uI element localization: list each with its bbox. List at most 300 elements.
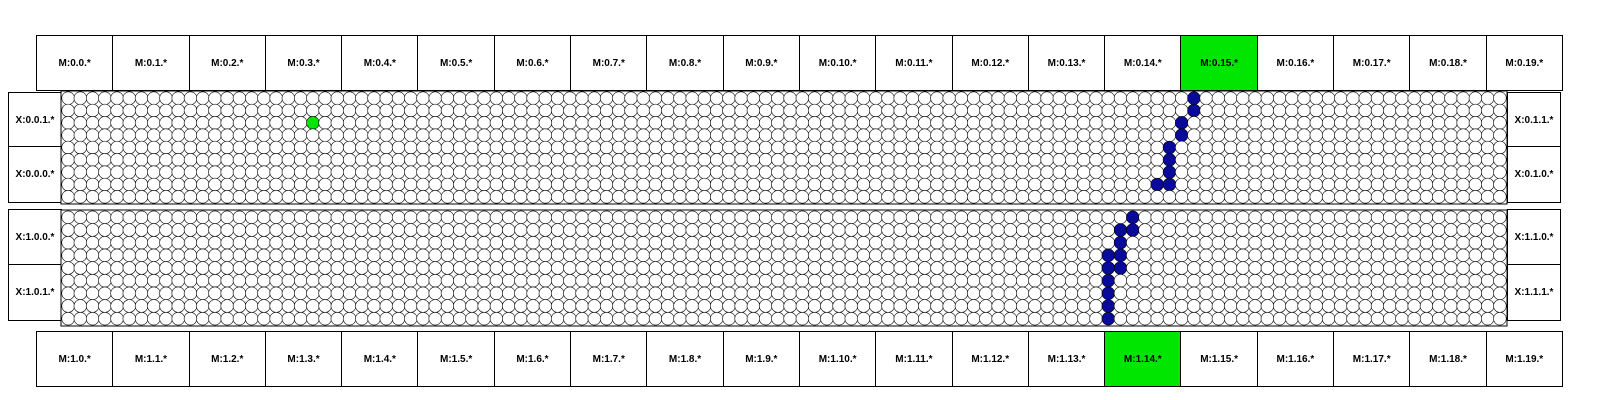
grid-node[interactable]	[1163, 274, 1176, 287]
grid-node[interactable]	[62, 262, 75, 275]
grid-node[interactable]	[723, 116, 736, 129]
grid-node[interactable]	[343, 116, 356, 129]
grid-node[interactable]	[490, 178, 503, 191]
grid-node[interactable]	[1151, 92, 1164, 105]
grid-node[interactable]	[98, 236, 111, 249]
path-node[interactable]	[1188, 104, 1201, 117]
grid-node[interactable]	[906, 287, 919, 300]
grid-node[interactable]	[1163, 287, 1176, 300]
grid-node[interactable]	[1273, 153, 1286, 166]
grid-node[interactable]	[943, 236, 956, 249]
grid-node[interactable]	[1383, 166, 1396, 179]
grid-node[interactable]	[1114, 166, 1127, 179]
grid-node[interactable]	[686, 262, 699, 275]
grid-node[interactable]	[992, 236, 1005, 249]
grid-node[interactable]	[527, 211, 540, 224]
grid-node[interactable]	[1200, 116, 1213, 129]
grid-node[interactable]	[1322, 236, 1335, 249]
grid-node[interactable]	[1151, 211, 1164, 224]
grid-node[interactable]	[453, 129, 466, 142]
grid-node[interactable]	[1469, 178, 1482, 191]
grid-node[interactable]	[1065, 224, 1078, 237]
grid-node[interactable]	[698, 141, 711, 154]
grid-node[interactable]	[319, 141, 332, 154]
grid-node[interactable]	[894, 274, 907, 287]
grid-node[interactable]	[515, 312, 528, 325]
grid-node[interactable]	[1212, 224, 1225, 237]
grid-node[interactable]	[1371, 129, 1384, 142]
path-node[interactable]	[1102, 262, 1115, 275]
grid-node[interactable]	[894, 116, 907, 129]
grid-node[interactable]	[1175, 287, 1188, 300]
grid-node[interactable]	[906, 141, 919, 154]
grid-node[interactable]	[710, 211, 723, 224]
grid-node[interactable]	[820, 224, 833, 237]
grid-node[interactable]	[894, 262, 907, 275]
grid-node[interactable]	[1016, 141, 1029, 154]
grid-node[interactable]	[172, 153, 185, 166]
grid-node[interactable]	[576, 190, 589, 203]
grid-node[interactable]	[270, 274, 283, 287]
grid-node[interactable]	[625, 166, 638, 179]
grid-node[interactable]	[1285, 211, 1298, 224]
grid-node[interactable]	[184, 300, 197, 313]
grid-node[interactable]	[759, 211, 772, 224]
grid-node[interactable]	[1090, 153, 1103, 166]
grid-node[interactable]	[1212, 287, 1225, 300]
grid-node[interactable]	[160, 116, 173, 129]
grid-node[interactable]	[184, 153, 197, 166]
grid-node[interactable]	[1114, 104, 1127, 117]
grid-node[interactable]	[1285, 141, 1298, 154]
grid-node[interactable]	[1139, 312, 1152, 325]
grid-node[interactable]	[135, 153, 148, 166]
grid-node[interactable]	[661, 104, 674, 117]
grid-node[interactable]	[490, 190, 503, 203]
grid-node[interactable]	[1334, 178, 1347, 191]
grid-node[interactable]	[1310, 129, 1323, 142]
grid-node[interactable]	[1041, 141, 1054, 154]
grid-node[interactable]	[86, 190, 99, 203]
grid-node[interactable]	[1053, 92, 1066, 105]
grid-node[interactable]	[417, 236, 430, 249]
grid-node[interactable]	[62, 312, 75, 325]
grid-node[interactable]	[551, 104, 564, 117]
grid-node[interactable]	[1004, 300, 1017, 313]
grid-node[interactable]	[380, 300, 393, 313]
grid-node[interactable]	[453, 190, 466, 203]
grid-node[interactable]	[1175, 211, 1188, 224]
grid-node[interactable]	[674, 92, 687, 105]
grid-node[interactable]	[723, 249, 736, 262]
grid-node[interactable]	[1334, 116, 1347, 129]
grid-node[interactable]	[625, 249, 638, 262]
grid-node[interactable]	[196, 153, 209, 166]
grid-node[interactable]	[527, 141, 540, 154]
grid-node[interactable]	[62, 104, 75, 117]
bottom-module-9[interactable]: M:1.9.*	[724, 332, 800, 386]
bottom-module-8[interactable]: M:1.8.*	[647, 332, 723, 386]
grid-node[interactable]	[172, 236, 185, 249]
grid-node[interactable]	[943, 104, 956, 117]
grid-node[interactable]	[172, 249, 185, 262]
grid-node[interactable]	[331, 141, 344, 154]
grid-node[interactable]	[710, 141, 723, 154]
grid-node[interactable]	[160, 249, 173, 262]
grid-node[interactable]	[270, 190, 283, 203]
grid-node[interactable]	[380, 249, 393, 262]
grid-node[interactable]	[441, 129, 454, 142]
grid-node[interactable]	[906, 129, 919, 142]
grid-node[interactable]	[1432, 262, 1445, 275]
grid-node[interactable]	[1469, 92, 1482, 105]
grid-node[interactable]	[1151, 262, 1164, 275]
grid-node[interactable]	[245, 300, 258, 313]
grid-node[interactable]	[123, 92, 136, 105]
grid-node[interactable]	[882, 153, 895, 166]
grid-node[interactable]	[833, 262, 846, 275]
grid-node[interactable]	[1114, 300, 1127, 313]
grid-node[interactable]	[1408, 211, 1421, 224]
grid-node[interactable]	[209, 141, 222, 154]
grid-node[interactable]	[551, 224, 564, 237]
grid-node[interactable]	[502, 287, 515, 300]
grid-node[interactable]	[417, 166, 430, 179]
grid-node[interactable]	[294, 141, 307, 154]
grid-node[interactable]	[429, 141, 442, 154]
grid-node[interactable]	[417, 178, 430, 191]
grid-node[interactable]	[637, 287, 650, 300]
grid-node[interactable]	[258, 116, 271, 129]
grid-node[interactable]	[1212, 129, 1225, 142]
grid-node[interactable]	[245, 190, 258, 203]
grid-node[interactable]	[784, 211, 797, 224]
grid-node[interactable]	[600, 104, 613, 117]
grid-node[interactable]	[1077, 300, 1090, 313]
grid-node[interactable]	[1445, 274, 1458, 287]
grid-node[interactable]	[1163, 92, 1176, 105]
grid-node[interactable]	[478, 129, 491, 142]
grid-node[interactable]	[820, 312, 833, 325]
grid-node[interactable]	[86, 262, 99, 275]
grid-node[interactable]	[319, 236, 332, 249]
grid-node[interactable]	[294, 153, 307, 166]
grid-node[interactable]	[1114, 312, 1127, 325]
grid-node[interactable]	[1396, 116, 1409, 129]
grid-node[interactable]	[1004, 141, 1017, 154]
grid-node[interactable]	[955, 178, 968, 191]
grid-node[interactable]	[723, 224, 736, 237]
grid-node[interactable]	[478, 116, 491, 129]
grid-node[interactable]	[1457, 190, 1470, 203]
grid-node[interactable]	[882, 287, 895, 300]
grid-node[interactable]	[563, 287, 576, 300]
grid-node[interactable]	[147, 92, 160, 105]
grid-node[interactable]	[735, 166, 748, 179]
grid-node[interactable]	[1163, 312, 1176, 325]
grid-node[interactable]	[1322, 300, 1335, 313]
path-node[interactable]	[1163, 141, 1176, 154]
grid-node[interactable]	[661, 249, 674, 262]
grid-node[interactable]	[380, 104, 393, 117]
grid-node[interactable]	[86, 92, 99, 105]
grid-node[interactable]	[906, 236, 919, 249]
grid-node[interactable]	[1420, 92, 1433, 105]
grid-node[interactable]	[1077, 178, 1090, 191]
bottom-module-3[interactable]: M:1.3.*	[266, 332, 342, 386]
grid-node[interactable]	[1188, 262, 1201, 275]
grid-node[interactable]	[380, 92, 393, 105]
grid-node[interactable]	[307, 211, 320, 224]
grid-node[interactable]	[196, 104, 209, 117]
top-module-5[interactable]: M:0.5.*	[418, 36, 494, 90]
grid-node[interactable]	[270, 249, 283, 262]
top-module-15[interactable]: M:0.15.*	[1181, 36, 1257, 90]
grid-node[interactable]	[1212, 211, 1225, 224]
grid-node[interactable]	[894, 249, 907, 262]
grid-node[interactable]	[943, 178, 956, 191]
grid-node[interactable]	[649, 190, 662, 203]
grid-node[interactable]	[637, 211, 650, 224]
grid-node[interactable]	[1212, 236, 1225, 249]
grid-node[interactable]	[429, 92, 442, 105]
grid-node[interactable]	[967, 211, 980, 224]
grid-node[interactable]	[209, 224, 222, 237]
grid-node[interactable]	[784, 300, 797, 313]
grid-node[interactable]	[1188, 190, 1201, 203]
grid-node[interactable]	[527, 166, 540, 179]
grid-node[interactable]	[343, 141, 356, 154]
grid-node[interactable]	[1212, 92, 1225, 105]
grid-node[interactable]	[221, 141, 234, 154]
grid-node[interactable]	[1016, 178, 1029, 191]
path-node[interactable]	[1126, 224, 1139, 237]
grid-node[interactable]	[747, 211, 760, 224]
grid-node[interactable]	[796, 116, 809, 129]
grid-node[interactable]	[723, 312, 736, 325]
grid-node[interactable]	[1347, 300, 1360, 313]
grid-node[interactable]	[1041, 224, 1054, 237]
grid-node[interactable]	[882, 300, 895, 313]
grid-node[interactable]	[221, 153, 234, 166]
grid-node[interactable]	[1188, 287, 1201, 300]
grid-node[interactable]	[515, 141, 528, 154]
grid-node[interactable]	[686, 190, 699, 203]
path-node[interactable]	[1102, 287, 1115, 300]
grid-node[interactable]	[1090, 211, 1103, 224]
grid-node[interactable]	[1249, 249, 1262, 262]
top-module-9[interactable]: M:0.9.*	[724, 36, 800, 90]
grid-node[interactable]	[1383, 116, 1396, 129]
grid-node[interactable]	[857, 178, 870, 191]
grid-node[interactable]	[429, 116, 442, 129]
grid-node[interactable]	[1016, 211, 1029, 224]
grid-node[interactable]	[123, 178, 136, 191]
grid-node[interactable]	[1139, 129, 1152, 142]
grid-node[interactable]	[1396, 141, 1409, 154]
grid-node[interactable]	[698, 190, 711, 203]
grid-node[interactable]	[808, 104, 821, 117]
grid-node[interactable]	[539, 287, 552, 300]
grid-node[interactable]	[392, 104, 405, 117]
grid-node[interactable]	[1371, 312, 1384, 325]
grid-node[interactable]	[147, 211, 160, 224]
grid-node[interactable]	[906, 249, 919, 262]
grid-node[interactable]	[882, 129, 895, 142]
grid-node[interactable]	[1347, 166, 1360, 179]
grid-node[interactable]	[1494, 249, 1507, 262]
grid-node[interactable]	[331, 178, 344, 191]
grid-node[interactable]	[1273, 141, 1286, 154]
grid-node[interactable]	[490, 312, 503, 325]
grid-node[interactable]	[307, 287, 320, 300]
grid-node[interactable]	[160, 141, 173, 154]
grid-node[interactable]	[1200, 236, 1213, 249]
grid-node[interactable]	[1077, 141, 1090, 154]
grid-node[interactable]	[270, 92, 283, 105]
grid-node[interactable]	[1200, 153, 1213, 166]
grid-node[interactable]	[845, 249, 858, 262]
grid-node[interactable]	[258, 141, 271, 154]
grid-node[interactable]	[698, 236, 711, 249]
grid-node[interactable]	[392, 141, 405, 154]
grid-node[interactable]	[355, 236, 368, 249]
grid-node[interactable]	[1029, 92, 1042, 105]
grid-node[interactable]	[1396, 274, 1409, 287]
grid-node[interactable]	[1163, 104, 1176, 117]
grid-node[interactable]	[62, 116, 75, 129]
grid-node[interactable]	[1041, 92, 1054, 105]
top-module-17[interactable]: M:0.17.*	[1334, 36, 1410, 90]
grid-node[interactable]	[221, 262, 234, 275]
grid-node[interactable]	[86, 224, 99, 237]
grid-node[interactable]	[1432, 104, 1445, 117]
grid-node[interactable]	[184, 166, 197, 179]
bottom-module-2[interactable]: M:1.2.*	[190, 332, 266, 386]
grid-node[interactable]	[355, 129, 368, 142]
grid-node[interactable]	[845, 129, 858, 142]
grid-node[interactable]	[1347, 287, 1360, 300]
grid-node[interactable]	[1151, 287, 1164, 300]
grid-node[interactable]	[918, 312, 931, 325]
grid-node[interactable]	[735, 236, 748, 249]
grid-node[interactable]	[686, 166, 699, 179]
grid-node[interactable]	[160, 211, 173, 224]
grid-node[interactable]	[980, 141, 993, 154]
grid-node[interactable]	[441, 141, 454, 154]
grid-node[interactable]	[135, 224, 148, 237]
grid-node[interactable]	[1432, 116, 1445, 129]
grid-node[interactable]	[1408, 274, 1421, 287]
grid-node[interactable]	[980, 129, 993, 142]
grid-node[interactable]	[258, 92, 271, 105]
grid-node[interactable]	[1151, 141, 1164, 154]
grid-node[interactable]	[539, 190, 552, 203]
grid-node[interactable]	[404, 116, 417, 129]
grid-node[interactable]	[331, 116, 344, 129]
grid-node[interactable]	[343, 153, 356, 166]
grid-node[interactable]	[74, 178, 87, 191]
grid-node[interactable]	[600, 262, 613, 275]
grid-node[interactable]	[1188, 300, 1201, 313]
grid-node[interactable]	[1322, 104, 1335, 117]
grid-node[interactable]	[270, 287, 283, 300]
grid-node[interactable]	[1237, 224, 1250, 237]
grid-node[interactable]	[943, 166, 956, 179]
grid-node[interactable]	[319, 166, 332, 179]
grid-node[interactable]	[307, 153, 320, 166]
grid-node[interactable]	[857, 300, 870, 313]
grid-node[interactable]	[1016, 190, 1029, 203]
grid-node[interactable]	[233, 153, 246, 166]
grid-node[interactable]	[1139, 274, 1152, 287]
grid-node[interactable]	[1347, 153, 1360, 166]
grid-node[interactable]	[453, 300, 466, 313]
grid-node[interactable]	[1371, 166, 1384, 179]
grid-node[interactable]	[1041, 300, 1054, 313]
grid-node[interactable]	[1237, 236, 1250, 249]
grid-node[interactable]	[282, 166, 295, 179]
grid-node[interactable]	[1224, 116, 1237, 129]
grid-node[interactable]	[1322, 287, 1335, 300]
grid-node[interactable]	[1065, 249, 1078, 262]
grid-node[interactable]	[1212, 300, 1225, 313]
grid-node[interactable]	[1371, 262, 1384, 275]
grid-node[interactable]	[747, 92, 760, 105]
grid-node[interactable]	[918, 166, 931, 179]
grid-node[interactable]	[1408, 287, 1421, 300]
grid-node[interactable]	[392, 262, 405, 275]
grid-node[interactable]	[380, 153, 393, 166]
grid-node[interactable]	[539, 104, 552, 117]
grid-node[interactable]	[637, 249, 650, 262]
grid-node[interactable]	[796, 178, 809, 191]
grid-node[interactable]	[1347, 129, 1360, 142]
grid-node[interactable]	[649, 249, 662, 262]
grid-node[interactable]	[796, 236, 809, 249]
grid-node[interactable]	[820, 211, 833, 224]
grid-node[interactable]	[1200, 129, 1213, 142]
grid-node[interactable]	[490, 92, 503, 105]
grid-node[interactable]	[661, 300, 674, 313]
grid-node[interactable]	[466, 153, 479, 166]
grid-node[interactable]	[674, 262, 687, 275]
grid-node[interactable]	[918, 249, 931, 262]
grid-node[interactable]	[698, 129, 711, 142]
grid-node[interactable]	[955, 300, 968, 313]
grid-node[interactable]	[355, 178, 368, 191]
grid-node[interactable]	[661, 153, 674, 166]
grid-node[interactable]	[992, 211, 1005, 224]
grid-node[interactable]	[625, 224, 638, 237]
grid-node[interactable]	[1383, 190, 1396, 203]
grid-node[interactable]	[588, 262, 601, 275]
grid-node[interactable]	[319, 262, 332, 275]
grid-node[interactable]	[1420, 190, 1433, 203]
grid-node[interactable]	[1077, 129, 1090, 142]
grid-node[interactable]	[478, 178, 491, 191]
grid-node[interactable]	[967, 224, 980, 237]
grid-node[interactable]	[698, 153, 711, 166]
grid-node[interactable]	[674, 300, 687, 313]
grid-node[interactable]	[1249, 287, 1262, 300]
grid-node[interactable]	[527, 178, 540, 191]
grid-node[interactable]	[1004, 166, 1017, 179]
grid-node[interactable]	[1163, 190, 1176, 203]
grid-node[interactable]	[1359, 312, 1372, 325]
grid-node[interactable]	[600, 166, 613, 179]
grid-node[interactable]	[282, 249, 295, 262]
